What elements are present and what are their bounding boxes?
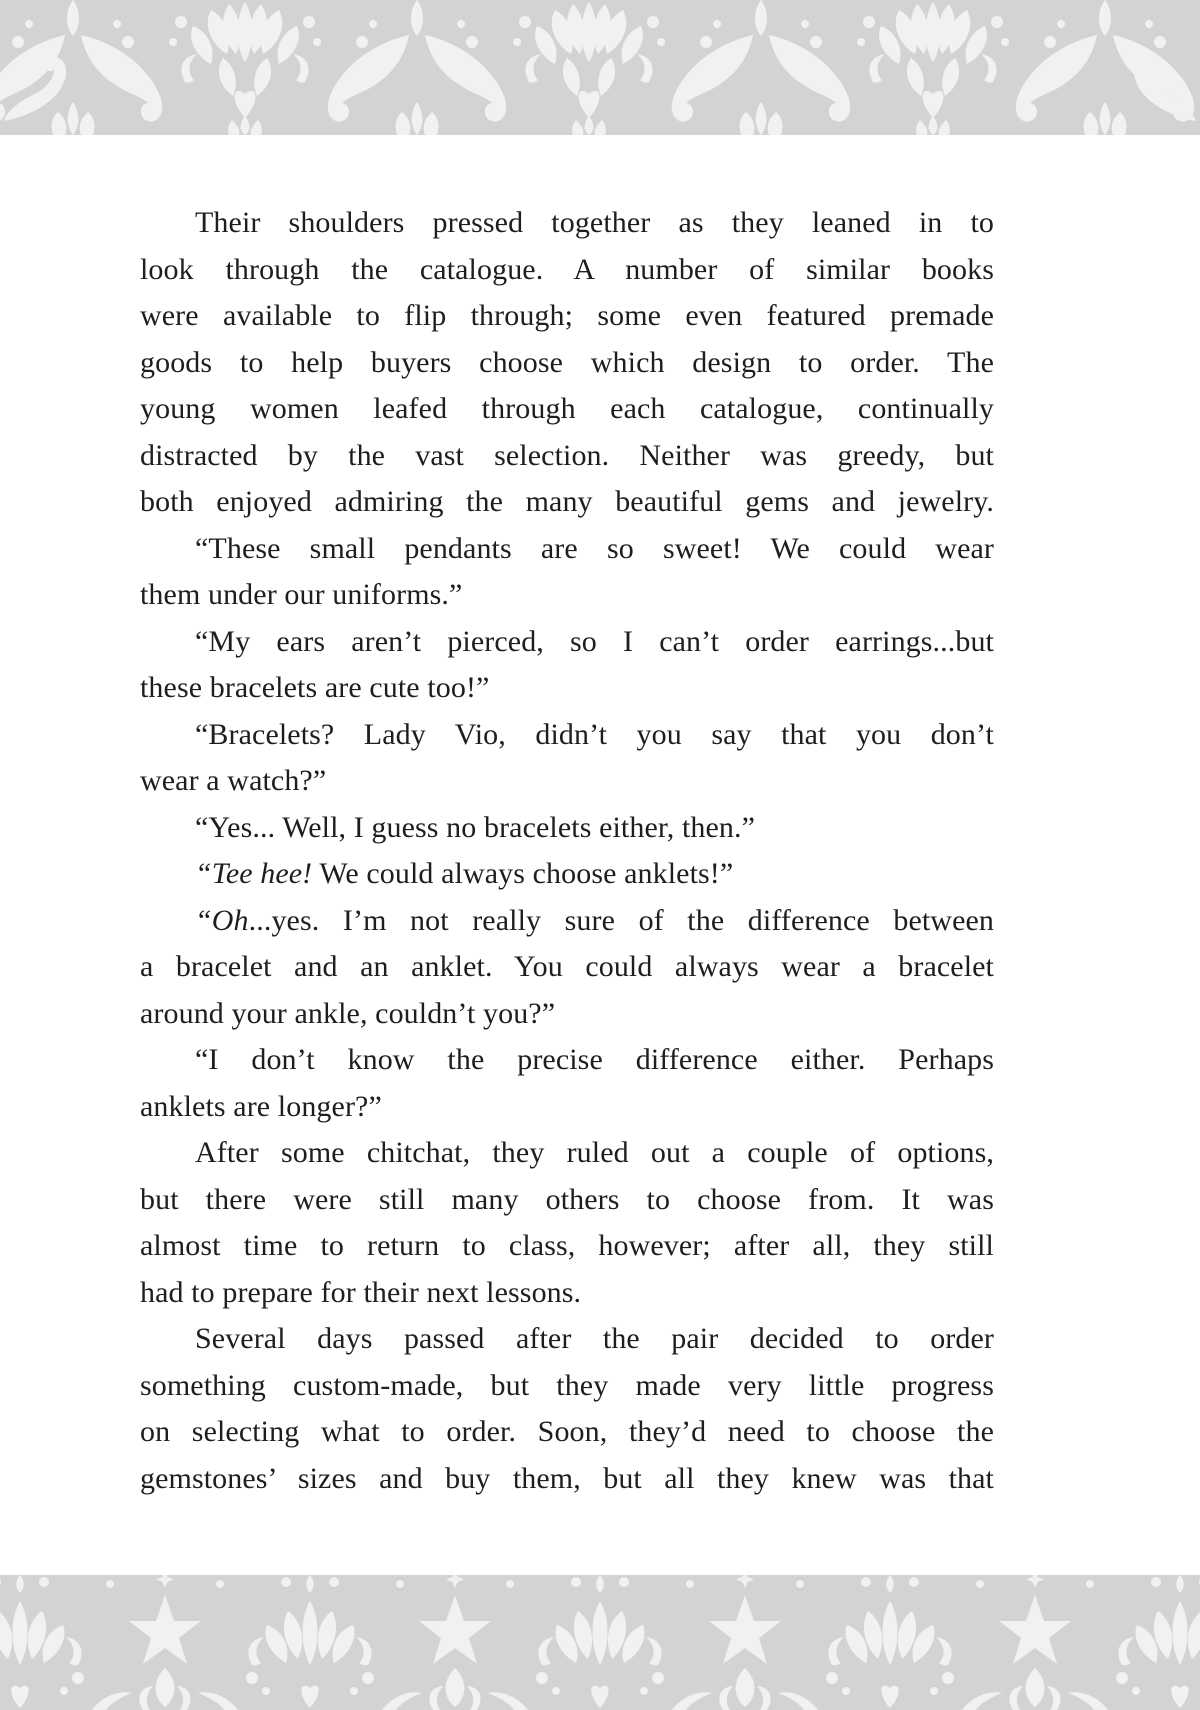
text-line <box>140 851 994 898</box>
damask-pattern-bottom-svg <box>0 1575 1200 1710</box>
paragraph <box>140 1316 994 1502</box>
text-segment: distracted by the vast selection. Neither was greedy, but <box>140 438 994 472</box>
text-line <box>140 1363 994 1410</box>
text-line <box>140 665 994 712</box>
text-line <box>140 991 994 1038</box>
text-line <box>140 758 994 805</box>
paragraph <box>140 526 994 619</box>
text-segment: “Yes... Well, I guess no bracelets either, then.” <box>195 810 756 844</box>
text-line <box>140 1084 994 1131</box>
text-segment: “I don’t know the precise difference either. Perhaps <box>195 1043 994 1076</box>
text-line <box>140 1456 994 1503</box>
text-line <box>140 572 994 619</box>
text-segment: Their shoulders pressed together as they leaned in to <box>195 206 994 239</box>
text-segment: goods to help buyers choose which design to order. The <box>140 345 994 379</box>
text-segment: ...yes. I’m not really sure of the difference between <box>248 903 994 937</box>
text-segment: young women leafed through each catalogue, continually <box>140 392 994 425</box>
top-damask-border <box>0 0 1200 135</box>
text-line <box>140 898 994 945</box>
text-line <box>140 712 994 759</box>
paragraph <box>140 1037 994 1130</box>
text-segment: “My ears aren’t pierced, so I can’t order earrings...but <box>195 624 994 658</box>
text-line <box>140 247 994 294</box>
text-line <box>140 1177 994 1224</box>
paragraph <box>140 898 994 1038</box>
text-segment: but there were still many others to choose from. It was <box>140 1182 994 1216</box>
text-line <box>140 1270 994 1317</box>
paragraph <box>140 851 994 898</box>
text-segment: a bracelet and an anklet. You could always wear a bracelet <box>140 950 994 983</box>
text-segment: something custom-made, but they made very little progress <box>140 1368 994 1402</box>
italic-text-segment: “Oh <box>195 903 249 937</box>
text-segment: on selecting what to order. Soon, they’d need to choose the <box>140 1415 994 1448</box>
text-line <box>140 944 994 991</box>
text-line <box>140 433 994 480</box>
text-segment: “Bracelets? Lady Vio, didn’t you say that you don’t <box>195 717 994 751</box>
text-segment: almost time to return to class, however; after all, they still <box>140 1229 994 1262</box>
paragraph <box>140 805 994 852</box>
text-line <box>140 805 994 852</box>
paragraph <box>140 712 994 805</box>
text-segment: both enjoyed admiring the many beautiful gems and jewelry. <box>140 485 994 518</box>
paragraph <box>140 1130 994 1316</box>
page-text <box>140 200 994 1502</box>
text-segment: gemstones’ sizes and buy them, but all they knew was that <box>140 1461 994 1495</box>
text-line <box>140 1130 994 1177</box>
text-line <box>140 200 994 247</box>
text-segment: look through the catalogue. A number of similar books <box>140 252 994 286</box>
text-segment: After some chitchat, they ruled out a couple of options, <box>195 1136 994 1169</box>
text-segment: around your ankle, couldn’t you?” <box>140 996 556 1030</box>
damask-pattern-top-svg <box>0 0 1200 135</box>
text-line <box>140 479 994 526</box>
text-line <box>140 386 994 433</box>
text-line <box>140 340 994 387</box>
text-line <box>140 1409 994 1456</box>
paragraph <box>140 200 994 526</box>
bottom-damask-border <box>0 1575 1200 1710</box>
text-line <box>140 1316 994 1363</box>
text-segment: We could always choose anklets!” <box>312 857 734 890</box>
text-line <box>140 619 994 666</box>
italic-text-segment: “Tee hee! <box>195 857 313 890</box>
text-segment: “These small pendants are so sweet! We could wear <box>195 531 994 565</box>
text-segment: had to prepare for their next lessons. <box>140 1275 582 1309</box>
text-segment: anklets are longer?” <box>140 1089 382 1123</box>
text-segment: them under our uniforms.” <box>140 578 463 611</box>
text-segment: these bracelets are cute too!” <box>140 671 490 704</box>
text-segment: Several days passed after the pair decided to order <box>195 1322 994 1355</box>
text-line <box>140 526 994 573</box>
text-segment: wear a watch?” <box>140 764 327 797</box>
text-line <box>140 1037 994 1084</box>
text-line <box>140 1223 994 1270</box>
paragraph <box>140 619 994 712</box>
text-segment: were available to flip through; some even featured premade <box>140 299 994 332</box>
text-line <box>140 293 994 340</box>
